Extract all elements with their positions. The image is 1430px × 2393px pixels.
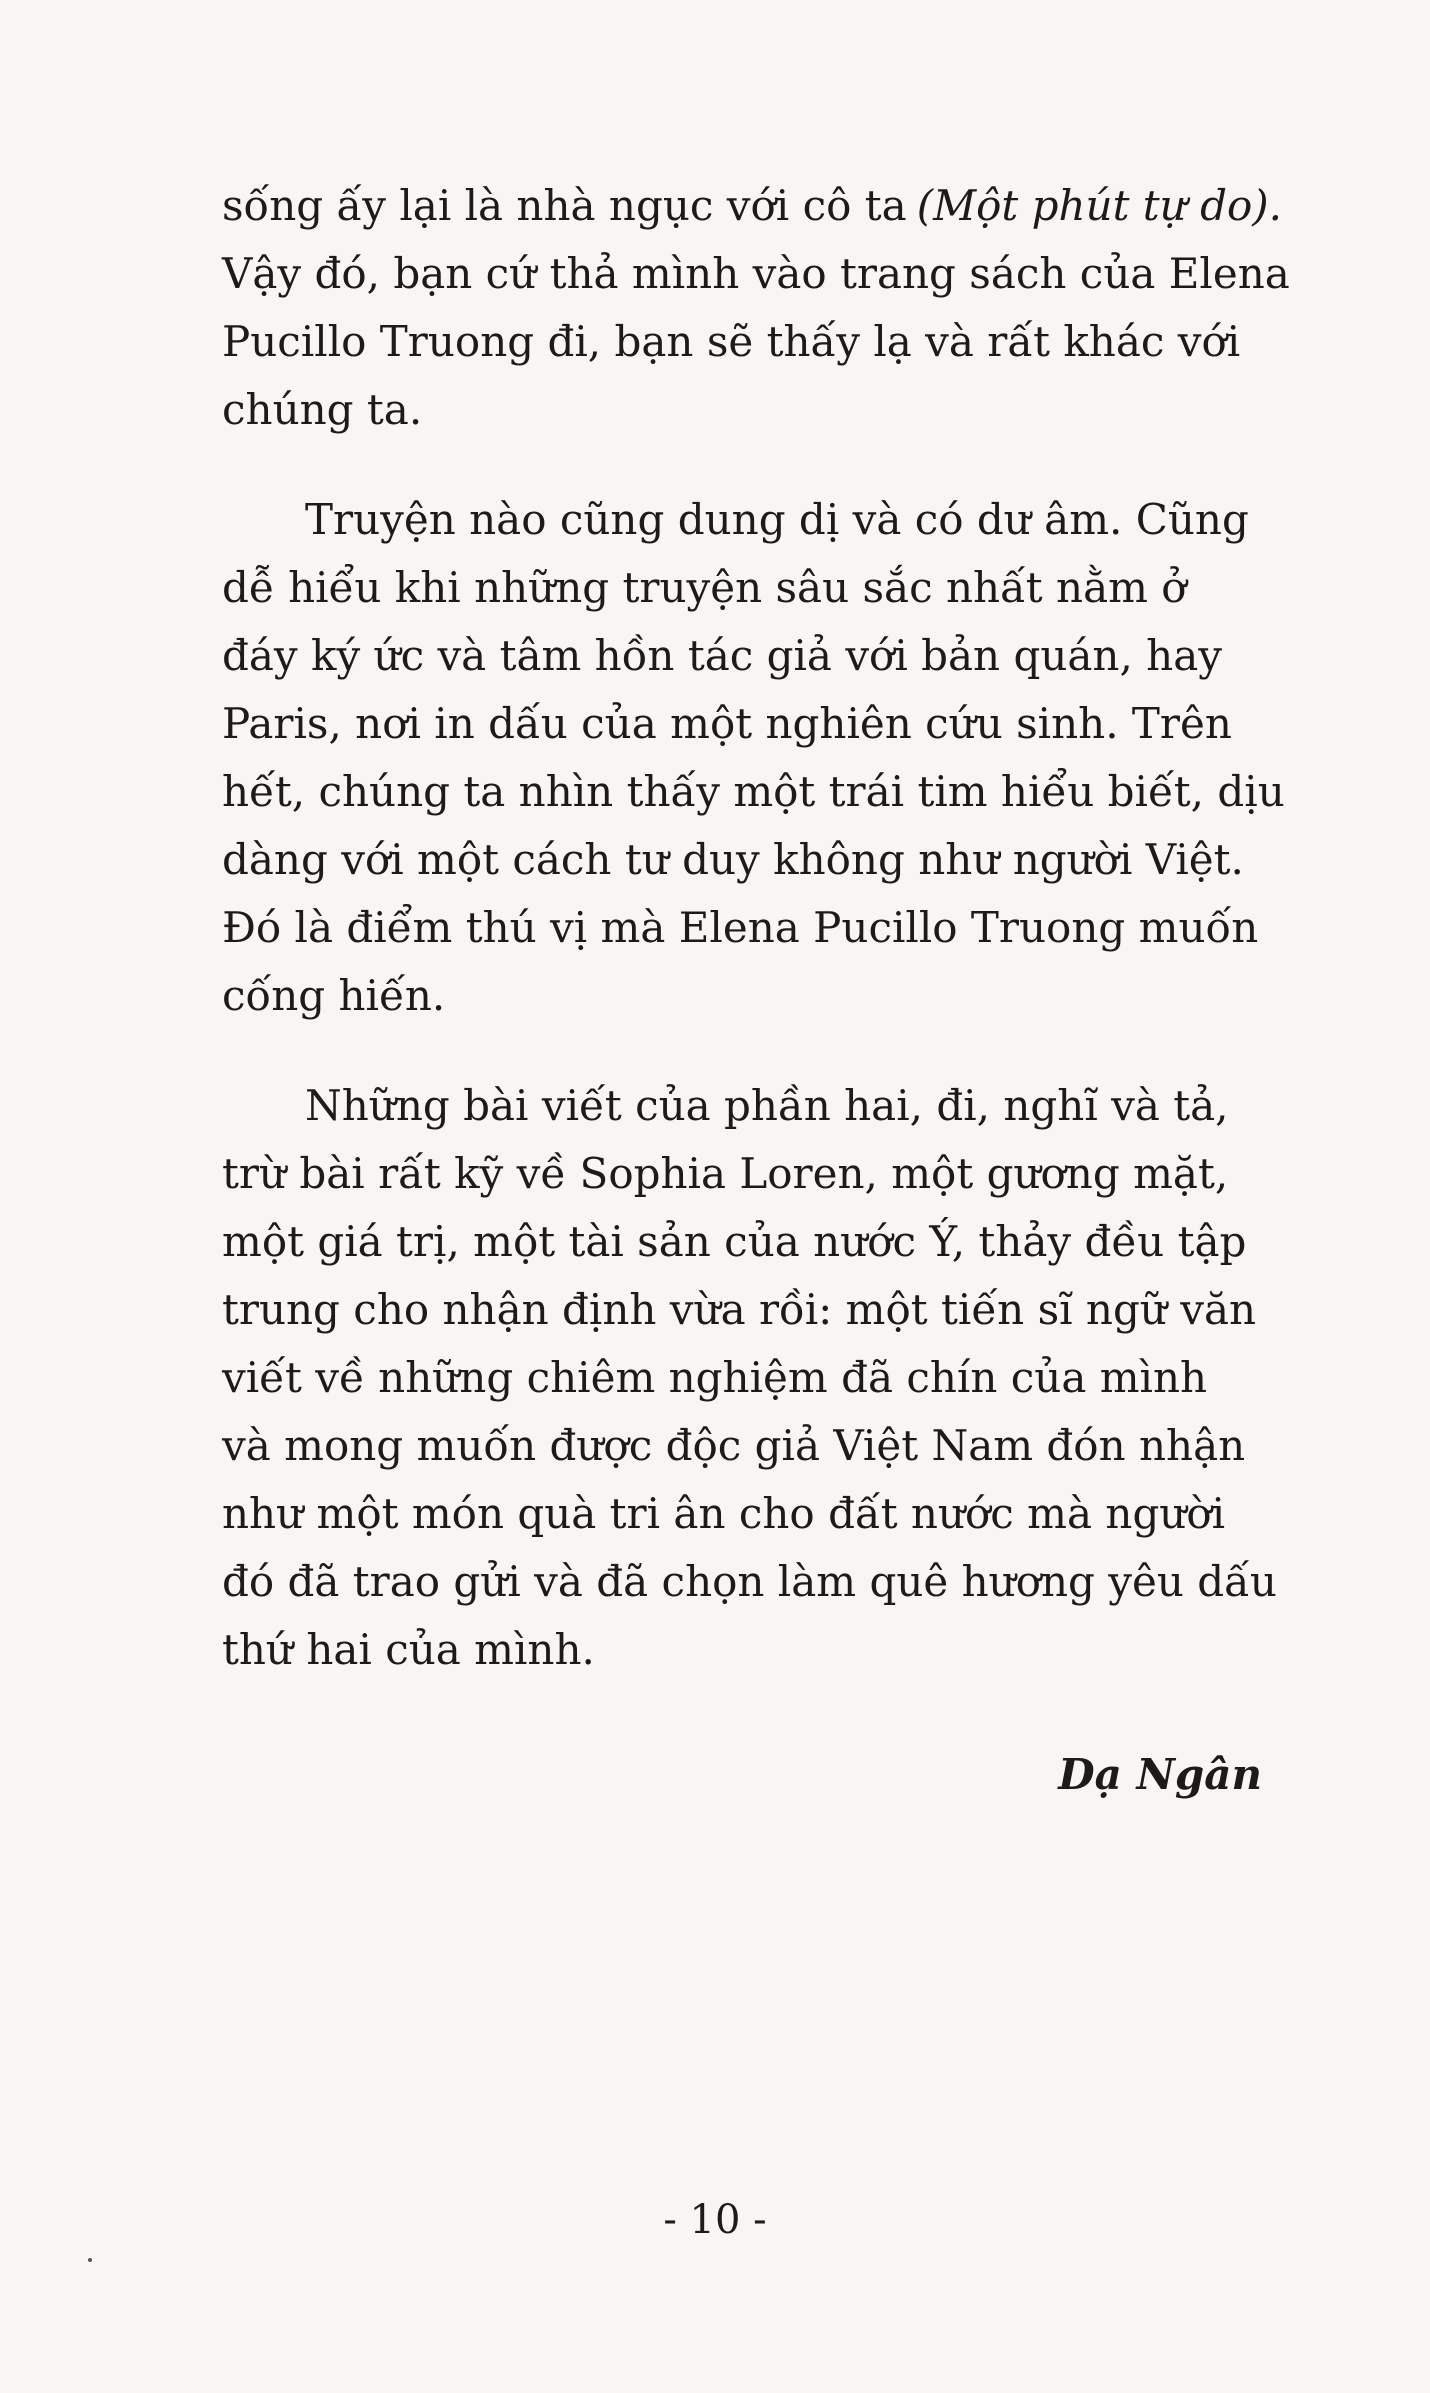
text-segment: Vậy đó, bạn cứ thả mình vào trang sách của Elena — [222, 249, 1290, 298]
text-line — [222, 894, 1282, 962]
text-segment: chúng ta. — [222, 385, 423, 434]
text-segment: Đó là điểm thú vị mà Elena Pucillo Truong muốn — [222, 903, 1259, 952]
text-segment: như một món quà tri ân cho đất nước mà người — [222, 1489, 1226, 1538]
text-line — [222, 240, 1290, 308]
text-segment: hết, chúng ta nhìn thấy một trái tim hiểu biết, dịu — [222, 767, 1285, 816]
text-line — [222, 1276, 1282, 1344]
text-line — [222, 826, 1282, 894]
text-line — [222, 1616, 1282, 1684]
text-line — [222, 554, 1282, 622]
text-segment: dễ hiểu khi những truyện sâu sắc nhất nằm ở — [222, 563, 1187, 612]
text-segment: một giá trị, một tài sản của nước Ý, thảy đều tập — [222, 1217, 1247, 1266]
text-line — [222, 1208, 1282, 1276]
text-line — [222, 622, 1282, 690]
text-line — [222, 1480, 1282, 1548]
text-line — [222, 1140, 1282, 1208]
text-line — [222, 1548, 1282, 1616]
text-segment: Paris, nơi in dấu của một nghiên cứu sinh. Trên — [222, 699, 1232, 748]
text-segment: và mong muốn được độc giả Việt Nam đón nhận — [222, 1421, 1246, 1470]
text-segment: Những bài viết của phần hai, đi, nghĩ và tả, — [305, 1081, 1229, 1130]
print-speck — [88, 2258, 92, 2262]
text-line — [222, 376, 1282, 444]
text-segment: Truyện nào cũng dung dị và có dư âm. Cũng — [305, 495, 1249, 544]
page-number: - 10 - — [663, 2197, 767, 2243]
text-segment: trừ bài rất kỹ về Sophia Loren, một gương mặt, — [222, 1149, 1229, 1198]
author-signature: Dạ Ngân — [1058, 1750, 1262, 1799]
text-segment: sống ấy lại là nhà ngục với cô ta — [222, 181, 907, 230]
text-segment: đó đã trao gửi và đã chọn làm quê hương yêu dấu — [222, 1557, 1277, 1606]
paragraph-gap — [222, 444, 1282, 486]
text-line — [222, 172, 1282, 240]
text-segment: trung cho nhận định vừa rồi: một tiến sĩ ngữ văn — [222, 1285, 1257, 1334]
text-line — [222, 308, 1282, 376]
text-segment: viết về những chiêm nghiệm đã chín của mình — [222, 1353, 1208, 1402]
paragraph-gap — [222, 1030, 1282, 1072]
text-line — [222, 1344, 1282, 1412]
text-segment: đáy ký ức và tâm hồn tác giả với bản quán, hay — [222, 631, 1222, 680]
text-line — [222, 1072, 1282, 1140]
story-title: (Một phút tự do). — [916, 181, 1282, 230]
body-text — [222, 172, 1290, 1684]
text-segment: thứ hai của mình. — [222, 1625, 595, 1674]
text-line — [222, 690, 1282, 758]
text-line — [222, 962, 1282, 1030]
text-segment: cống hiến. — [222, 971, 446, 1020]
text-line — [222, 486, 1282, 554]
text-segment: dàng với một cách tư duy không như người Việt. — [222, 835, 1244, 884]
text-segment: Pucillo Truong đi, bạn sẽ thấy lạ và rất khác với — [222, 317, 1241, 366]
text-line — [222, 1412, 1282, 1480]
text-line — [222, 758, 1285, 826]
